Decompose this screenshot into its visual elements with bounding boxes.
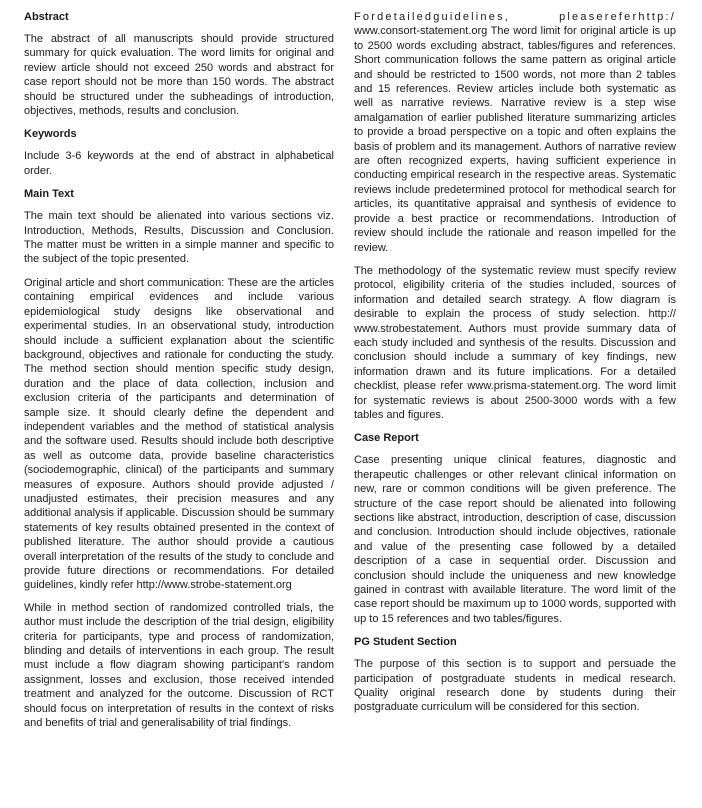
abstract-paragraph: The abstract of all manuscripts should provide structured summary for quick evaluation. The word limits for original and review article should not exceed 250 words and abstract for case report should not be more than 150 words. The abstract should be structured under the subheadings of introduction, objectives, methods, results and conclusion. <box>24 33 334 118</box>
main-text-heading: Main Text <box>24 188 74 201</box>
left-column <box>24 10 334 808</box>
original-article-paragraph: Original article and short communication: These are the articles containing empirical evidences and include various epidemiological study designs like observational and experimental studies. In an observational study, introduction should include a sufficient explanation about the scientific background, objectives and rationale for conducting the study. The method section should mention specific study design, duration and the place of data collection, inclusion and exclusion criteria of the participants and determination of sample size. It should clearly define the dependent and independent variables and the method of statistical analysis and the software used. Results should include both descriptive as well as outcome data, provide baseline characteristics (sociodemographic, clinical) of the participants and summary measures of exposure. Authors should provide adjusted / unadjusted estimates, their precision measures and any additional analysis if applicable. Discussion should be summary statements of key results obtained presented in the context of published literature. The author should provide a cautious overall interpretation of the results of the study to conclude and provide future directions or recommendations. For detailed guidelines, kindly refer http://www.strobe-statement.org <box>24 276 334 592</box>
systematic-review-paragraph: The methodology of the systematic review must specify review protocol, eligibility criteria of the studies included, sources of information and detailed search strategy. A flow diagram is desirable to explain the process of study selection. http:// www.strobestatement. Authors must provide summary data of each study included and synthesis of the results. Discussion and conclusion should include a summary of key findings, new information drawn and its future implications. For a detailed checklist, please refer www.prisma-statement.org. The word limit for systematic reviews is about 2500-3000 words with a few tables and figures. <box>354 264 676 421</box>
rct-paragraph: While in method section of randomized controlled trials, the author must include the description of the trial design, eligibility criteria for participants, type and process of randomization, blinding and details of interventions in each group. The result must include a flow diagram showing participant's random assignment, losses and exclusion, those received intended treatment and analyzed for the outcome. Discussion of RCT should focus on interpretation of results in the context of risks and benefits of trial and generalisability of trial findings. <box>24 601 334 730</box>
keywords-heading: Keywords <box>24 128 77 141</box>
guidelines-text: www.consort-statement.org The word limit for original article is up to 2500 words excluding abstract, tables/figures and references. Short communication follows the same pattern as original article and should be restricted to 1500 words, not more than 2 tables and 15 references. Review articles include both systematic as well as narrative reviews. Narrative review is a step wise amalgamation of earlier published literature summarizing articles to provide a broad perspective on a topic and often explains the basis of problem and its management. Authors of narrative review are often recognized experts, having sufficient experience in conducting empirical research in the respective areas. Systematic reviews include predetermined protocol for methodical search for articles, its quantitative appraisal and synthesis of evidence to provide a best practice or recommendations. Introduction of review should include the rationale and reason impelled for the review. <box>354 25 676 254</box>
case-report-heading: Case Report <box>354 432 419 445</box>
pg-student-paragraph: The purpose of this section is to support and persuade the participation of postgraduate students in medical research. Quality original research done by students during their postgraduate curriculum will be considered for this section. <box>354 658 676 714</box>
case-report-paragraph: Case presenting unique clinical features, diagnostic and therapeutic challenges or other relevant clinical information on new, rare or common conditions will be given preference. The structure of the case report should be alienated into following sections like abstract, introduction, description of case, discussion and conclusion. Introduction should include objectives, rationale and value of the presenting case followed by a detailed description of a case in sequential order. Discussion and conclusion should include the uniqueness and new knowledge gained in contrast with available literature. The word limit of the case report should be maximum up to 1000 words, supported with up to 15 references and two tables/figures. <box>354 454 676 625</box>
pg-student-heading: PG Student Section <box>354 636 457 649</box>
keywords-paragraph: Include 3-6 keywords at the end of abstract in alphabetical order. <box>24 150 334 177</box>
right-column <box>354 10 676 808</box>
guidelines-spaced-text: Fordetailedguidelines, pleasereferhttp:/ <box>354 11 676 23</box>
guidelines-paragraph <box>354 10 676 255</box>
main-text-intro-paragraph: The main text should be alienated into various sections viz. Introduction, Methods, Results, Discussion and Conclusion. The matter must be written in a simple manner and specific to the subject of the topic presented. <box>24 210 334 266</box>
abstract-heading: Abstract <box>24 11 69 23</box>
